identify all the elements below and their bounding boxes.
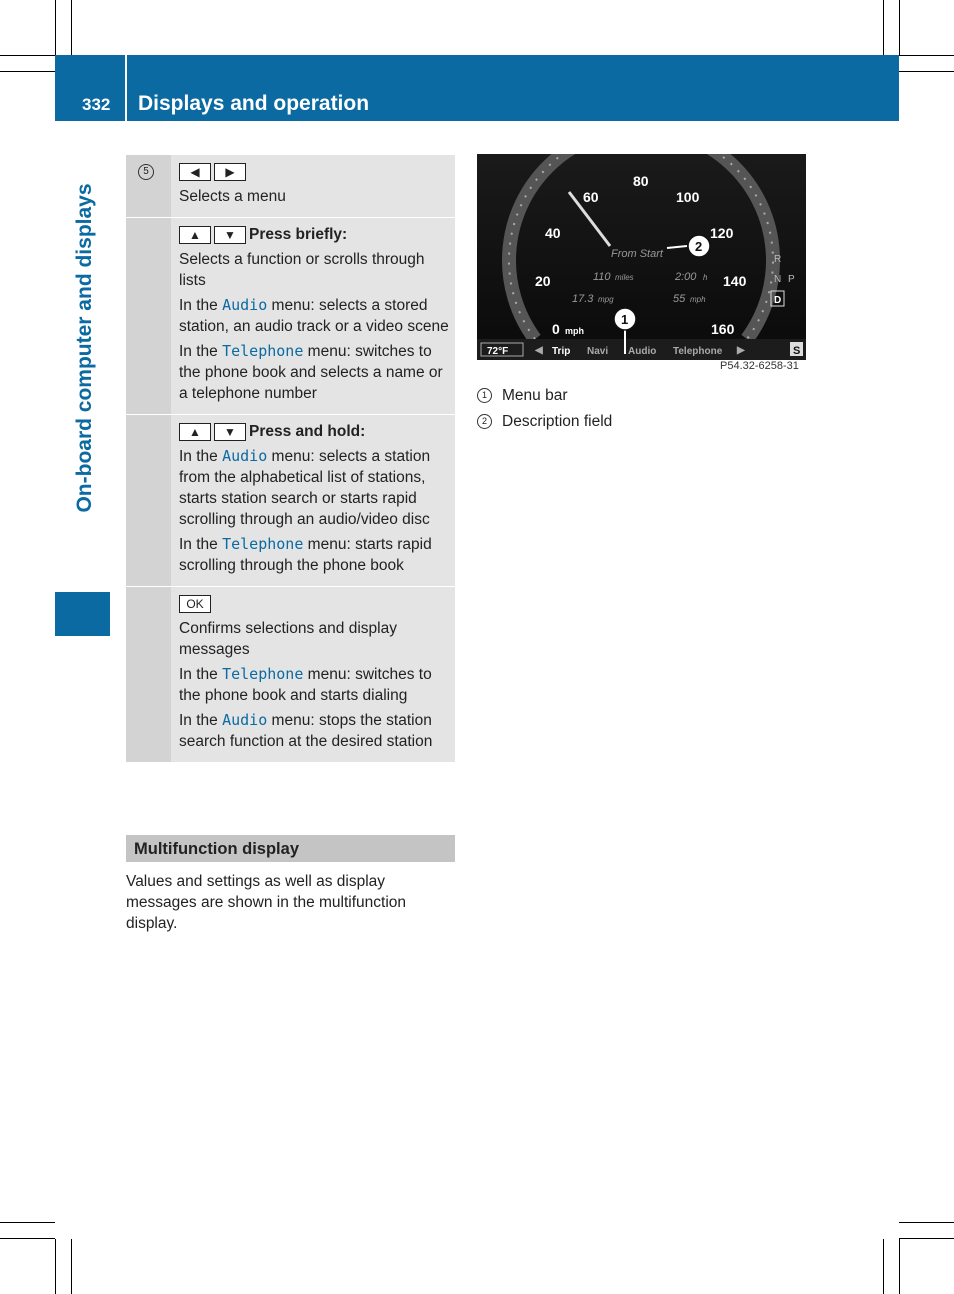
speed-120: 120 — [710, 225, 734, 241]
svg-text:17.3: 17.3 — [572, 293, 594, 305]
section-body: Values and settings as well as display messages are shown in the multifunction display. — [126, 873, 407, 932]
chapter-title: On-board computer and displays — [73, 183, 96, 513]
gear-n: N — [774, 274, 782, 285]
row-text: Selects a function or scrolls through lists — [179, 251, 425, 289]
header-divider — [125, 55, 127, 121]
speed-unit: mph — [565, 326, 584, 336]
menu-left-arrow-icon: ◀ — [535, 345, 543, 356]
s-badge: S — [793, 345, 801, 357]
crop-mark — [55, 1239, 56, 1294]
svg-text:110: 110 — [593, 271, 611, 283]
crop-mark — [899, 55, 954, 56]
menu-navi: Navi — [587, 346, 609, 357]
key-function-table — [126, 154, 455, 762]
crop-mark — [0, 71, 55, 72]
svg-text:55: 55 — [673, 293, 686, 305]
legend-item — [477, 409, 612, 435]
section-title: Multifunction display — [134, 840, 299, 858]
menu-right-arrow-icon: ▶ — [737, 345, 745, 356]
legend-item — [477, 383, 612, 409]
crop-mark — [0, 1222, 55, 1223]
svg-text:mpg: mpg — [598, 295, 614, 304]
svg-text:miles: miles — [615, 273, 634, 282]
legend-number: 1 — [477, 388, 492, 403]
figure-legend — [477, 383, 612, 435]
page-number: 332 — [82, 95, 111, 114]
legend-number: 2 — [477, 414, 492, 429]
speed-60: 60 — [583, 189, 599, 205]
menu-name: Telephone — [222, 665, 304, 683]
crop-mark — [0, 55, 55, 56]
crop-mark — [899, 1239, 900, 1294]
crop-mark — [71, 1239, 72, 1294]
ok-key-icon: OK — [179, 595, 211, 613]
crop-mark — [71, 0, 72, 55]
legend-label: Menu bar — [502, 387, 568, 404]
down-arrow-key-icon: ▼ — [214, 423, 246, 441]
menu-name: Audio — [222, 711, 268, 729]
legend-label: Description field — [502, 413, 613, 430]
crop-mark — [55, 0, 56, 55]
gear-d: D — [774, 295, 782, 306]
table-row: ▲ ▼ Press briefly: Selects a function or scrolls through lists In the Audio menu: selects a stored station, an audio track or a video scene In the Telephone menu: switches to the phone book and selects a name or a telephone number — [126, 218, 455, 415]
row-number: 5 — [138, 164, 154, 180]
down-arrow-key-icon: ▼ — [214, 226, 246, 244]
crop-mark — [883, 0, 884, 55]
menu-audio: Audio — [628, 346, 657, 357]
table-row: ▲ ▼ Press and hold: In the Audio menu: selects a station from the alphabetical list of stations, starts station search or starts rapid scrolling through an audio/video disc In the Telephone menu: starts rapid scrolling through the phone book — [126, 415, 455, 587]
speed-20: 20 — [535, 273, 551, 289]
page-header — [55, 55, 899, 121]
row-text: Selects a menu — [179, 188, 286, 205]
figure-code: P54.32-6258-31 — [720, 360, 799, 372]
temperature: 72°F — [487, 346, 509, 357]
crop-mark — [883, 1239, 884, 1294]
crop-mark — [899, 1222, 954, 1223]
svg-text:mph: mph — [690, 295, 706, 304]
speed-140: 140 — [723, 273, 747, 289]
callout-2: 2 — [695, 239, 703, 254]
menu-name: Audio — [222, 447, 268, 465]
menu-name: Audio — [222, 296, 268, 314]
gear-p: P — [788, 274, 795, 285]
crop-mark — [899, 71, 954, 72]
callout-1: 1 — [621, 312, 629, 327]
svg-text:2:00: 2:00 — [675, 271, 697, 283]
menu-trip: Trip — [552, 346, 571, 357]
gear-r: R — [774, 254, 782, 265]
speed-40: 40 — [545, 225, 561, 241]
speed-80: 80 — [633, 173, 649, 189]
section-heading — [126, 835, 455, 862]
right-arrow-key-icon: ▶ — [214, 163, 246, 181]
table-row: OK Confirms selections and display messages In the Telephone menu: switches to the phone book and starts dialing In the Audio menu: stops the station search function at the desired station — [126, 587, 455, 763]
chapter-sidebar — [55, 121, 110, 591]
menu-name: Telephone — [222, 535, 304, 553]
table-row — [126, 155, 455, 218]
speed-160: 160 — [711, 321, 735, 337]
speed-0: 0 — [552, 321, 560, 337]
description-title: From Start — [611, 248, 663, 260]
chapter-tab — [55, 592, 110, 636]
row-heading: Press and hold: — [249, 423, 366, 440]
menu-name: Telephone — [222, 342, 304, 360]
crop-mark — [899, 0, 900, 55]
page-title: Displays and operation — [138, 92, 370, 115]
row-text: Confirms selections and display messages — [179, 620, 397, 658]
menu-telephone: Telephone — [673, 346, 723, 357]
up-arrow-key-icon: ▲ — [179, 226, 211, 244]
multifunction-display-figure — [477, 154, 806, 360]
left-arrow-key-icon: ◀ — [179, 163, 211, 181]
svg-text:h: h — [703, 273, 708, 282]
row-heading: Press briefly: — [249, 226, 348, 243]
crop-mark — [0, 1238, 55, 1239]
crop-mark — [899, 1238, 954, 1239]
up-arrow-key-icon: ▲ — [179, 423, 211, 441]
speed-100: 100 — [676, 189, 700, 205]
